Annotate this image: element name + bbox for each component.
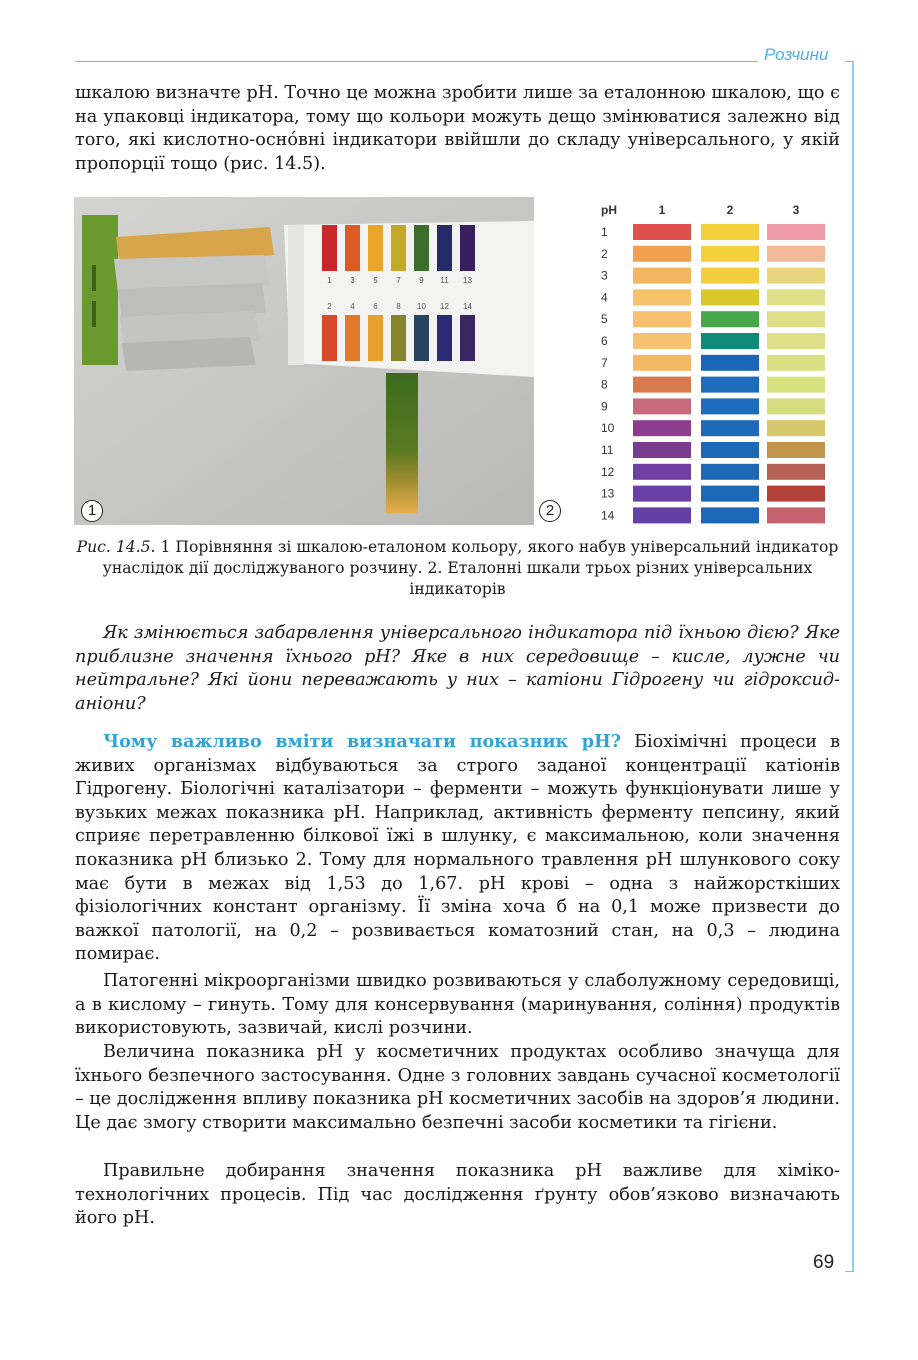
scale-row-label-8: 8: [601, 377, 608, 392]
scale-swatch-3-ph-10: [767, 420, 825, 436]
scale-swatch-1-ph-6: [633, 333, 691, 349]
photo-swatch-bottom-4: [345, 315, 360, 361]
photo-swatch-top-9: [414, 225, 429, 271]
scale-swatch-2-ph-13: [701, 486, 759, 502]
scale-row-label-3: 3: [601, 268, 608, 283]
photo-label-top-5: 5: [373, 276, 378, 285]
photo-label-bottom-14: 14: [463, 302, 472, 311]
scale-header-col-1: 1: [658, 203, 666, 217]
scale-row-label-9: 9: [601, 399, 608, 414]
photo-swatch-top-1: [322, 225, 337, 271]
photo-label-bottom-6: 6: [373, 302, 378, 311]
scale-swatch-1-ph-13: [633, 486, 691, 502]
photo-swatch-bottom-2: [322, 315, 337, 361]
figure-marker-1: 1: [81, 500, 103, 522]
reference-scale-table: [595, 198, 835, 526]
scale-swatch-3-ph-13: [767, 486, 825, 502]
scale-swatch-1-ph-10: [633, 420, 691, 436]
photo-label-bottom-12: 12: [440, 302, 449, 311]
photo-swatch-bottom-6: [368, 315, 383, 361]
scale-header-col-2: 2: [726, 203, 734, 217]
scale-swatch-3-ph-11: [767, 442, 825, 458]
scale-swatch-3-ph-2: [767, 246, 825, 262]
scale-swatch-1-ph-2: [633, 246, 691, 262]
photo-label-top-9: 9: [419, 276, 424, 285]
scale-swatch-2-ph-1: [701, 224, 759, 240]
indicator-photo-drawing: [74, 197, 534, 525]
scale-swatch-3-ph-12: [767, 464, 825, 480]
scale-row-label-12: 12: [601, 464, 615, 479]
scale-swatch-1-ph-11: [633, 442, 691, 458]
intro-paragraph: шкалою визначте рН. Точно це можна зробити лише за еталонною шкалою, що є на упаковці індикатора, тому що кольори можуть дещо змінюватися залежно від того, які кислотно-оснóвні індикатори ввійшли до складу універсального, у якій пропорції тощо (рис. 14.5).: [75, 83, 840, 174]
scale-row-label-5: 5: [601, 312, 608, 327]
scale-swatch-2-ph-12: [701, 464, 759, 480]
scale-swatch-1-ph-5: [633, 311, 691, 327]
caption-text: 1 Порівняння зі шкалою-еталоном кольору, якого набув універсальний індикатор унаслідок дії досліджуваного розчину. 2. Еталонні шкали трьох різних універсальних індикаторів: [102, 538, 839, 598]
scale-swatch-2-ph-4: [701, 289, 759, 305]
scale-swatch-2-ph-14: [701, 507, 759, 523]
scale-row-label-4: 4: [601, 290, 608, 305]
scale-swatch-2-ph-11: [701, 442, 759, 458]
photo-swatch-top-7: [391, 225, 406, 271]
photo-label-top-3: 3: [350, 276, 355, 285]
figure-caption: [75, 537, 840, 600]
scale-row-label-7: 7: [601, 355, 608, 370]
margin-rule-bottom-tick: [845, 1271, 854, 1272]
section-title: Розчини: [764, 45, 829, 64]
scale-row-label-10: 10: [601, 421, 615, 436]
photo-swatch-top-13: [460, 225, 475, 271]
scale-swatch-3-ph-1: [767, 224, 825, 240]
scale-swatch-2-ph-10: [701, 420, 759, 436]
importance-paragraph: [75, 730, 840, 967]
pathogens-paragraph: Патогенні мікроорганізми швидко розвиваються у слаболужному середовищі, а в кислому – гинуть. Тому для консервування (маринування, соління) продуктів використовують, зазвичай, кислі розчини.: [75, 971, 840, 1039]
scale-swatch-1-ph-4: [633, 289, 691, 305]
scale-swatch-2-ph-9: [701, 398, 759, 414]
scale-row-label-11: 11: [601, 443, 614, 457]
header-rule: [75, 61, 758, 62]
photo-label-bottom-4: 4: [350, 302, 355, 311]
scale-swatch-1-ph-9: [633, 398, 691, 414]
photo-swatch-top-3: [345, 225, 360, 271]
scale-header-ph: pH: [601, 203, 617, 217]
question-paragraph: Як змінюється забарвлення універсального індикатора під їхньою дією? Яке приблизне значення їхнього рН? Яке в них середовище – кисле, лужне чи нейтральне? Які йони переважають у них – катіони Гідрогену чи гідроксид-аніони?: [75, 623, 840, 714]
scale-row-label-13: 13: [601, 486, 615, 501]
scale-swatch-3-ph-3: [767, 268, 825, 284]
photo-swatch-top-5: [368, 225, 383, 271]
cosmetics-paragraph: Величина показника рН у косметичних продуктах особливо значуща для їхнього безпечного застосування. Одне з головних завдань сучасної косметології – це дослідження впливу показника рН косметичних засобів на здоров’я людини. Це дає змогу створити максимально безпечні засоби косметики та гігієни.: [75, 1042, 840, 1133]
scale-swatch-2-ph-2: [701, 246, 759, 262]
scale-row-label-6: 6: [601, 334, 608, 348]
scale-swatch-2-ph-8: [701, 377, 759, 393]
scale-header-col-3: 3: [792, 203, 800, 217]
scale-swatch-1-ph-1: [633, 224, 691, 240]
photo-label-top-13: 13: [463, 276, 472, 285]
page-number: 69: [813, 1252, 835, 1273]
technology-paragraph: Правильне добирання значення показника рН важливе для хіміко-технологічних процесів. Під час дослідження ґрунту обов’язково визначають його рН.: [75, 1161, 840, 1229]
photo-swatch-bottom-10: [414, 315, 429, 361]
importance-heading: Чому важливо вміти визначати показник рН?: [103, 731, 622, 752]
photo-label-top-11: 11: [440, 276, 449, 285]
photo-swatch-bottom-14: [460, 315, 475, 361]
scale-swatch-1-ph-8: [633, 377, 691, 393]
importance-body: Біохімічні процеси в живих організмах відбуваються за строго заданої концентрації катіонів Гідрогену. Біологічні каталізатори – ферменти – можуть функціонувати лише у вузьких межах показника рН. Наприклад, активність ферменту пепсину, який сприяє перетравленню білкової їжі в шлунку, є максимальною, коли значення показника рН близько 2. Тому для нормального травлення рН шлункового соку має бути в межах від 1,53 до 1,67. рН крові – одна з найжорсткіших фізіологічних констант організму. Її зміна хоча б на 0,1 може призвести до важкої патології, на 0,2 – розвивається коматозний стан, на 0,3 – людина помирає.: [75, 732, 840, 965]
indicator-photo: [74, 197, 534, 525]
scale-swatch-3-ph-8: [767, 377, 825, 393]
figure-marker-2: 2: [539, 500, 561, 522]
scale-swatch-3-ph-9: [767, 398, 825, 414]
scale-swatch-3-ph-14: [767, 507, 825, 523]
photo-swatch-bottom-8: [391, 315, 406, 361]
scale-swatch-3-ph-5: [767, 311, 825, 327]
photo-label-top-7: 7: [396, 276, 401, 285]
scale-swatch-1-ph-3: [633, 268, 691, 284]
scale-swatch-1-ph-7: [633, 355, 691, 371]
scale-swatch-2-ph-5: [701, 311, 759, 327]
photo-label-bottom-8: 8: [396, 302, 401, 311]
caption-lead: Рис. 14.5.: [76, 538, 156, 556]
photo-swatch-bottom-12: [437, 315, 452, 361]
scale-row-label-1: 1: [601, 225, 608, 239]
scale-row-label-2: 2: [601, 246, 608, 261]
scale-swatch-2-ph-3: [701, 268, 759, 284]
photo-label-top-1: 1: [327, 276, 332, 285]
scale-swatch-3-ph-4: [767, 289, 825, 305]
scale-swatch-1-ph-12: [633, 464, 691, 480]
scale-swatch-2-ph-6: [701, 333, 759, 349]
photo-label-bottom-2: 2: [327, 302, 332, 311]
photo-label-bottom-10: 10: [417, 302, 426, 311]
scale-swatch-3-ph-6: [767, 333, 825, 349]
scale-swatch-3-ph-7: [767, 355, 825, 371]
scale-row-label-14: 14: [601, 508, 615, 523]
photo-swatch-top-11: [437, 225, 452, 271]
scale-swatch-1-ph-14: [633, 507, 691, 523]
scale-swatch-2-ph-7: [701, 355, 759, 371]
margin-rule: [852, 62, 854, 1272]
